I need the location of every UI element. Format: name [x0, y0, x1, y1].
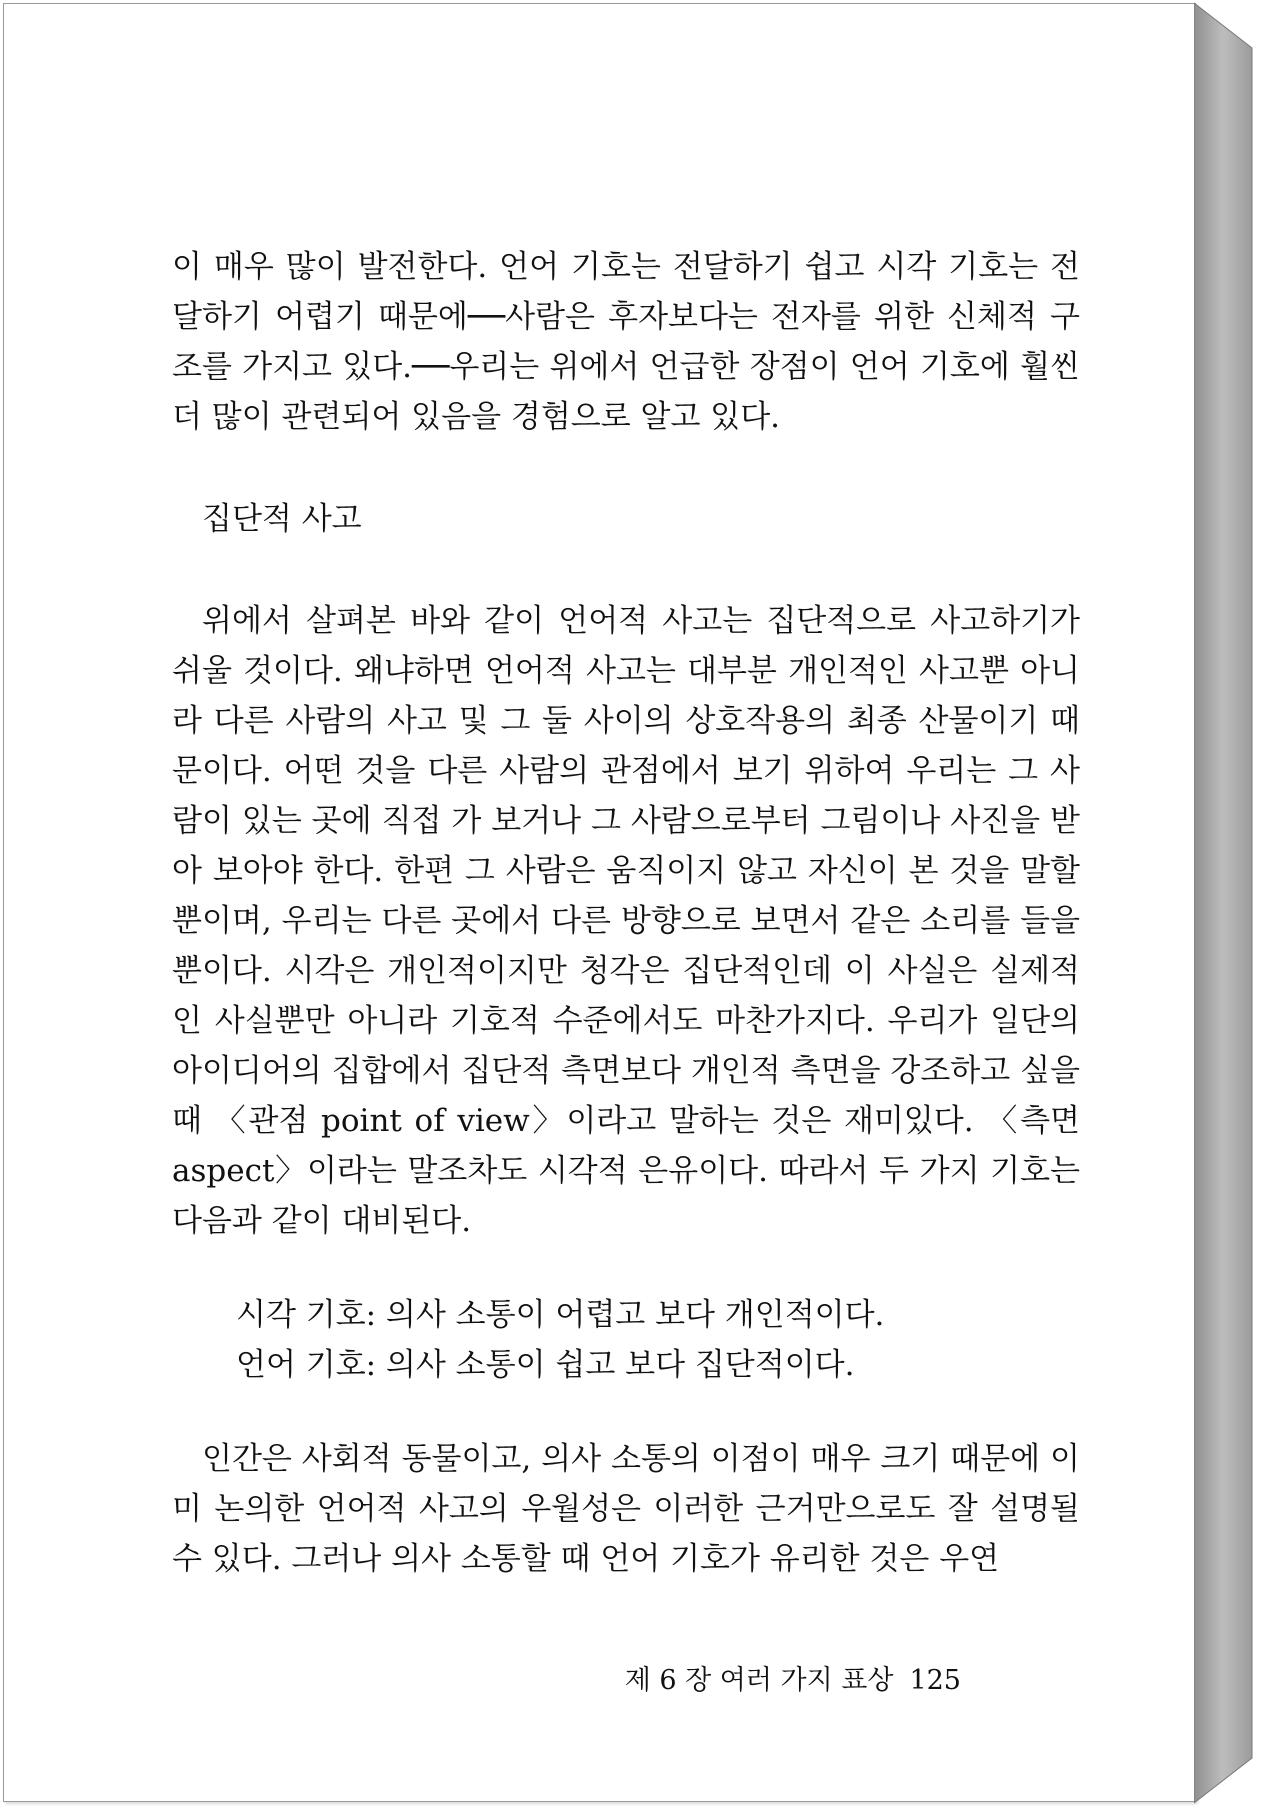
- contrast-block: [236, 1290, 1080, 1390]
- contrast-line-visual: 시각 기호: 의사 소통이 어렵고 보다 개인적이다.: [236, 1297, 885, 1333]
- paragraph-main: 위에서 살펴본 바와 같이 언어적 사고는 집단적으로 사고하기가 쉬울 것이다. 왜냐하면 언어적 사고는 대부분 개인적인 사고뿐 아니라 다른 사람의 사고 및 그 둘 사이의 상호작용의 최종 산물이기 때문이다. 어떤 것을 다른 사람의 관점에서 보기 위하여 우리는 그 사람이 있는 곳에 직접 가 보거나 그 사람으로부터 그림이나 사진을 받아 보아야 한다. 한편 그 사람은 움직이지 않고 자신이 본 것을 말할 뿐이며, 우리는 다른 곳에서 다른 방향으로 보면서 같은 소리를 들을 뿐이다. 시각은 개인적이지만 청각은 집단적인데 이 사실은 실제적인 사실뿐만 아니라 기호적 수준에서도 마찬가지다. 우리가 일단의 아이디어의 집합에서 집단적 측면보다 개인적 측면을 강조하고 싶을 때 〈관점 point of view〉이라고 말하는 것은 재미있다. 〈측면 aspect〉이라는 말조차도 시각적 은유이다. 따라서 두 가지 기호는 다음과 같이 대비된다.: [172, 603, 1080, 1239]
- contrast-line-verbal: 언어 기호: 의사 소통이 쉽고 보다 집단적이다.: [236, 1347, 855, 1383]
- paragraph-continued: 이 매우 많이 발전한다. 언어 기호는 전달하기 쉽고 시각 기호는 전달하기 어렵기 때문에──사람은 후자보다는 전자를 위한 신체적 구조를 가지고 있다.──우리는 위에서 언급한 장점이 언어 기호에 훨씬 더 많이 관련되어 있음을 경험으로 알고 있다.: [172, 249, 1080, 435]
- page-number: 125: [909, 1665, 961, 1696]
- paragraph-last: 인간은 사회적 동물이고, 의사 소통의 이점이 매우 크기 때문에 이미 논의한 언어적 사고의 우월성은 이러한 근거만으로도 잘 설명될 수 있다. 그러나 의사 소통할 때 언어 기호가 유리한 것은 우연: [172, 1441, 1080, 1577]
- chapter-title: 제 6 장 여러 가지 표상: [624, 1665, 894, 1696]
- section-heading: 집단적 사고: [202, 501, 362, 537]
- running-footer: [625, 1661, 961, 1701]
- book-edge-shading: [1194, 0, 1288, 1806]
- book-page: [3, 3, 1196, 1802]
- page-body: [172, 242, 1080, 1584]
